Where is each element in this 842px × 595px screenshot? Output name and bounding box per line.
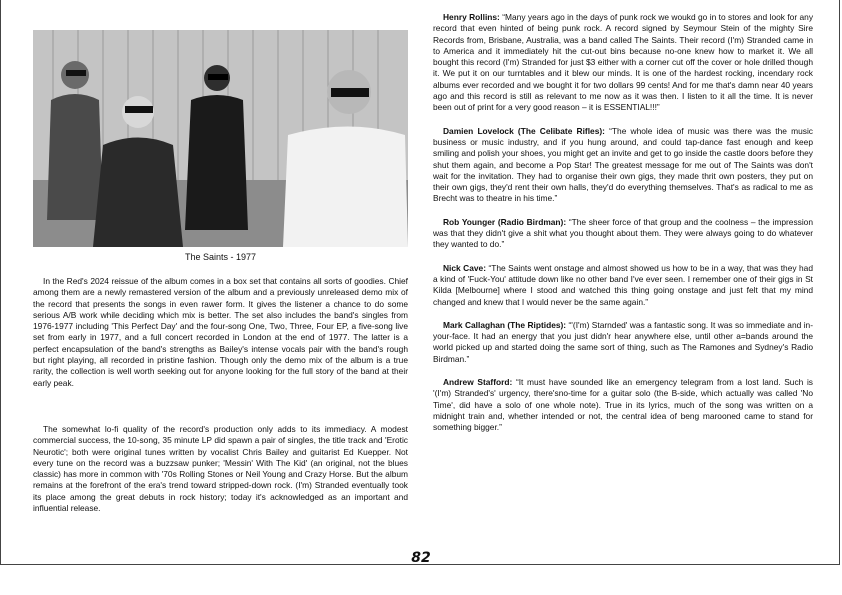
quote-mark-callaghan — [433, 320, 813, 365]
quote-speaker: Nick Cave: — [443, 262, 486, 273]
quote-text: “It must have sounded like an emergency telegram from a lost land. Such is '(I'm) Stranded's' urgency, there'sno-time for a guitar solo (the B-side, which actually was called 'No Time', did have a solo of one whole note). True in its lyrics, much of the song was written on a midnight train and, whether intended or not, the central idea of beng marooned came to stand for something bigger.” — [433, 377, 813, 433]
quote-speaker: Damien Lovelock (The Celibate Rifles): — [443, 125, 605, 136]
quote-text: “The sheer force of that group and the coolness – the impression was that they didn't give a shit what you thought about them. They were always going to do whatever they wanted to do.” — [433, 216, 813, 250]
page-number: 82 — [411, 550, 431, 566]
article-paragraph-2 — [33, 424, 408, 514]
photo-caption: The Saints - 1977 — [184, 252, 257, 262]
quote-text: “'(I'm) Starnded' was a fantastic song. It was so immediate and in-your-face. It had an energy that you just didn'r hear anywhere else, until other a=bands around the world picked up and started doing the same sort of thing, such as The Ramones and Sydney's Radio Birdman.” — [433, 319, 813, 364]
quote-henry-rollins — [433, 12, 813, 114]
article-paragraph-text: In the Red's 2024 reissue of the album comes in a box set that contains all sorts of goodies. Chief among them are a newly remastered version of the album and a previously unreleased demo mix of the record that presents the songs in even rawer form. It gives the listener a chance to do some serious A/B work while deciding which mix is better. The set also includes the band's singles from 1976-1977 including 'This Perfect Day' and the four-song One, Two, Three, Four EP, a five-song live set from early in 1977, and a full concert recorded in London at the end of 1977. The latter is a perfect encapsulation of the band's strengths as Bailey's intense vocals pair with the band's rough but right playing, all recorded in pristine fashion. Though only the demo mix of the album is a true rarity, the collection is well worth seeking out for anyone looking for the full story of the band at their early peak. — [33, 276, 408, 388]
quote-speaker: Andrew Stafford: — [443, 377, 513, 388]
quote-speaker: Mark Callaghan (The Riptides): — [443, 319, 567, 330]
quotes-column — [433, 12, 813, 446]
quote-nick-cave — [433, 263, 813, 308]
article-paragraph-text: The somewhat lo-fi quality of the record's production only adds to its immediacy. A modest commercial success, the 10-song, 35 minute LP did spawn a pair of singles, the title track and 'Erotic Neurotic'; both were original tunes written by vocalist Chris Bailey and guitarist Ed Kuepper. Not every tune on the record was a buzzsaw punker; 'Messin' With The Kid' (an original, not the blues classic) has more in common with '70s Rolling Stones or Neil Young and Crazy Horse. But the album remains at the forefront of the era's trend toward stripped-down rock. (I'm) Stranded eventually took its place among the great debuts in rock history; today it's acknowledged as an important and influential release. — [33, 424, 408, 514]
article-paragraph-1 — [33, 276, 408, 389]
quote-text: “The Saints went onstage and almost showed us how to be in a way, that was they had a kind of 'Fuck-You' attitude down like no other band I've ever seen. I remember one of their gigs in St Kilda [Melbourne] where I stood and watched this thing going onstage and just felt that my mind changed and knew that I would never be the same again.” — [433, 262, 814, 307]
quote-damien-lovelock — [433, 126, 813, 205]
quote-rob-younger — [433, 217, 813, 251]
quote-text: “Many years ago in the days of punk rock we woukd go in to stores and look for any record that even hinted of being punk rock. A record signed by Seymour Stein of the mighty Sire Records from, Brisbane, Australia, was a band called The Saints. Their record (I'm) Stranded came in to America and it immediately hit the cut-out bins because no-one knew how to market it. We all bought this record (I'm) Stranded for just $3 either with a corner cut off the cover or hole drilled though it. We put it on our turntables and it blew our minds. It is one of the hardest rocking, incendary rock albums ever recorded and we bought it for two dollars 99 cents! And for me that's damn near 40 years ago and this record is still as relevant to me now as it was then. I listen to it all the time. It is never been out of print for a very good reason – it is ESSENTIAL!!!” — [433, 12, 814, 113]
quote-speaker: Rob Younger (Radio Birdman): — [443, 216, 567, 227]
quote-text: “The whole idea of music was there was the music business or music industry, and if you hung around, and could tap-dance fast enough and keep smiling and polish your shoes, you might get an invite and get to go inside the castle doors before they shut them again, and become a Pop Star! The greatest message for me out of The Saints was don't wait for the invitation. They had to organise their own gigs, they made thrit own posters, they put on their own gigs, they'd rent their own halls, they'd do everything themselves. That's as radical to me as Brecht was to theatre in his time.” — [433, 125, 813, 204]
quote-andrew-stafford — [433, 377, 813, 433]
band-photo — [33, 30, 408, 247]
quote-speaker: Henry Rollins: — [443, 12, 500, 22]
